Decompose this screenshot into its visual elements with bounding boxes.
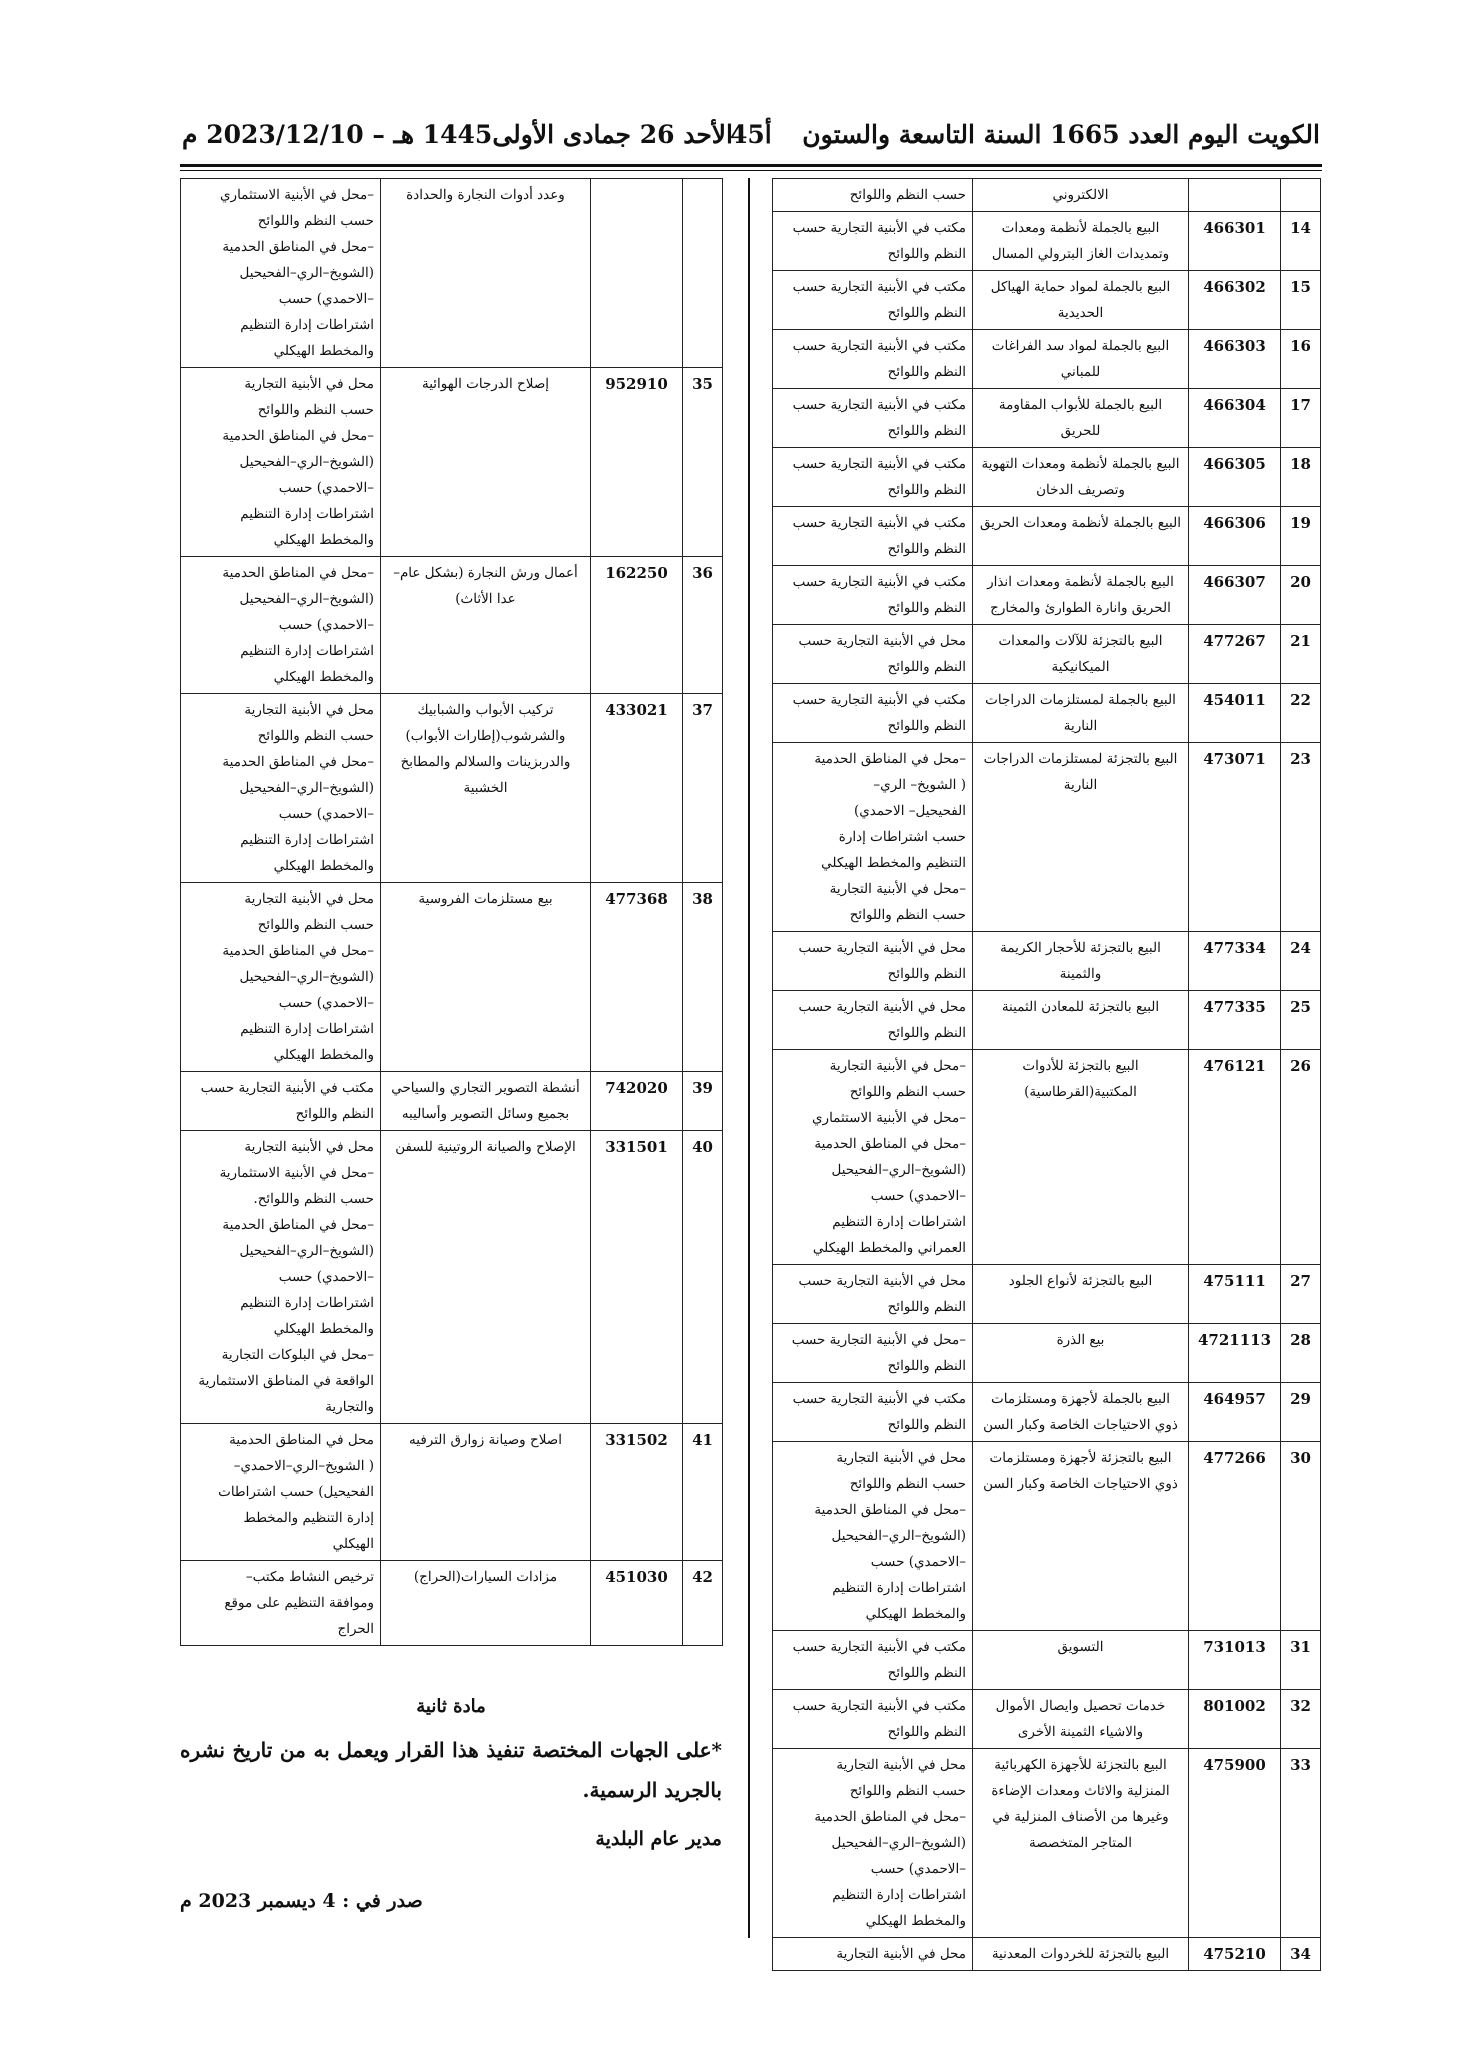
table-row xyxy=(181,368,723,557)
table-row xyxy=(773,932,1321,991)
activity-location: مكتب في الأبنية التجارية حسب النظم واللوائح xyxy=(773,330,973,389)
row-number: 36 xyxy=(683,557,723,694)
row-number: 21 xyxy=(1281,625,1321,684)
activity-code: 466303 xyxy=(1189,330,1281,389)
activity-code: 331501 xyxy=(591,1131,683,1424)
activity-location: محل في الأبنية التجارية حسب النظم واللوائح xyxy=(773,991,973,1050)
table-row xyxy=(773,448,1321,507)
article-heading: مادة ثانية xyxy=(416,1696,486,1717)
activity-name: البيع بالتجزئة للأدوات المكتبية(القرطاسية) xyxy=(973,1050,1189,1265)
activity-location: مكتب في الأبنية التجارية حسب النظم واللوائح xyxy=(773,1631,973,1690)
table-row xyxy=(181,883,723,1072)
row-number: 32 xyxy=(1281,1690,1321,1749)
signature: مدير عام البلدية xyxy=(595,1828,722,1850)
activity-code: 475210 xyxy=(1189,1938,1281,1971)
activity-location: محل في المناطق الحدمية ( الشويخ–الري–الاحمدي– الفحيحيل) حسب اشتراطات إدارة التنظيم والمخطط الهيكلي xyxy=(181,1424,381,1561)
row-number: 30 xyxy=(1281,1442,1321,1631)
activity-location: مكتب في الأبنية التجارية حسب النظم واللوائح xyxy=(773,389,973,448)
row-number: 31 xyxy=(1281,1631,1321,1690)
activity-code: 454011 xyxy=(1189,684,1281,743)
table-row xyxy=(773,330,1321,389)
activity-location: مكتب في الأبنية التجارية حسب النظم واللوائح xyxy=(773,684,973,743)
activity-location: مكتب في الأبنية التجارية حسب النظم واللوائح xyxy=(773,271,973,330)
table-row xyxy=(181,179,723,368)
table-row xyxy=(773,1383,1321,1442)
activity-name: البيع بالجملة لأنظمة ومعدات وتمديدات الغاز البترولي المسال xyxy=(973,212,1189,271)
activity-name: مزادات السيارات(الحراج) xyxy=(381,1561,591,1646)
activity-code: 731013 xyxy=(1189,1631,1281,1690)
activity-name: البيع بالتجزئة للآلات والمعدات الميكانيكية xyxy=(973,625,1189,684)
activity-code: 473071 xyxy=(1189,743,1281,932)
activity-code: 801002 xyxy=(1189,1690,1281,1749)
table-row xyxy=(773,212,1321,271)
activity-name: البيع بالتجزئة لأنواع الجلود xyxy=(973,1265,1189,1324)
table-row xyxy=(773,1324,1321,1383)
activity-name: البيع بالجملة للأبواب المقاومة للحريق xyxy=(973,389,1189,448)
activity-name: البيع بالتجزئة لمستلزمات الدراجات النارية xyxy=(973,743,1189,932)
activity-name: التسويق xyxy=(973,1631,1189,1690)
activity-name: البيع بالتجزئة للمعادن الثمينة xyxy=(973,991,1189,1050)
activity-name: البيع بالجملة لمواد سد الفراغات للمباني xyxy=(973,330,1189,389)
row-number: 29 xyxy=(1281,1383,1321,1442)
row-number: 40 xyxy=(683,1131,723,1424)
activity-location: مكتب في الأبنية التجارية حسب النظم واللوائح xyxy=(773,566,973,625)
row-number: 35 xyxy=(683,368,723,557)
row-number: 42 xyxy=(683,1561,723,1646)
row-number: 37 xyxy=(683,694,723,883)
activity-code: 451030 xyxy=(591,1561,683,1646)
activity-name: البيع بالجملة لأنظمة ومعدات الحريق xyxy=(973,507,1189,566)
row-number: 22 xyxy=(1281,684,1321,743)
row-number: 14 xyxy=(1281,212,1321,271)
activity-location: مكتب في الأبنية التجارية حسب النظم واللوائح xyxy=(773,1383,973,1442)
row-number: 41 xyxy=(683,1424,723,1561)
table-row xyxy=(773,743,1321,932)
activity-location: محل في الأبنية التجارية حسب النظم واللوائح –محل في المناطق الحدمية (الشويخ–الري–الفحيحيل –الاحمدي) حسب اشتراطات إدارة التنظيم والمخطط الهيكلي xyxy=(773,1749,973,1938)
activity-name: البيع بالتجزئة للأجهزة الكهربائية المنزلية والاثاث ومعدات الإضاءة وغيرها من الأصناف المنزلية في المتاجر المتخصصة xyxy=(973,1749,1189,1938)
activity-name: خدمات تحصيل وايصال الأموال والاشياء الثمينة الأخرى xyxy=(973,1690,1189,1749)
activity-name: البيع بالتجزئة للخردوات المعدنية xyxy=(973,1938,1189,1971)
issue-date: الأحد 26 جمادى الأولى1445 هـ – 2023/12/10 م xyxy=(182,120,733,149)
table-row xyxy=(773,684,1321,743)
activity-name: البيع بالجملة لمواد حماية الهياكل الحديدية xyxy=(973,271,1189,330)
activity-location: محل في الأبنية التجارية حسب النظم واللوائح xyxy=(773,1265,973,1324)
activity-code: 162250 xyxy=(591,557,683,694)
table-row xyxy=(773,991,1321,1050)
activity-code: 475111 xyxy=(1189,1265,1281,1324)
row-number: 16 xyxy=(1281,330,1321,389)
row-number: 27 xyxy=(1281,1265,1321,1324)
activities-table-right xyxy=(772,178,1321,1971)
activity-name: البيع بالجملة لأجهزة ومستلزمات ذوي الاحتياجات الخاصة وكبار السن xyxy=(973,1383,1189,1442)
row-number: 25 xyxy=(1281,991,1321,1050)
activity-code: 477368 xyxy=(591,883,683,1072)
activity-name: بيع مستلزمات الفروسية xyxy=(381,883,591,1072)
activity-location: –محل في الأبنية الاستثماري حسب النظم واللوائح –محل في المناطق الحدمية (الشويخ–الري–الفحيحيل –الاحمدي) حسب اشتراطات إدارة التنظيم والمخطط الهيكلي xyxy=(181,179,381,368)
activity-code: 466305 xyxy=(1189,448,1281,507)
activity-location: –محل في الأبنية التجارية حسب النظم واللوائح –محل في الأبنية الاستثماري –محل في المناطق الحدمية (الشويخ–الري–الفحيحيل –الاحمدي) حسب اشتراطات إدارة التنظيم العمراني والمخطط الهيكلي xyxy=(773,1050,973,1265)
activity-location: مكتب في الأبنية التجارية حسب النظم واللوائح xyxy=(773,507,973,566)
row-number: 28 xyxy=(1281,1324,1321,1383)
row-number xyxy=(683,179,723,368)
activity-code: 477267 xyxy=(1189,625,1281,684)
page-header xyxy=(182,120,1320,162)
row-number: 38 xyxy=(683,883,723,1072)
header-rule-thin xyxy=(180,170,1322,171)
activity-name: الالكتروني xyxy=(973,179,1189,212)
activity-code: 476121 xyxy=(1189,1050,1281,1265)
table-row xyxy=(181,1072,723,1131)
page-number: أ45 xyxy=(730,120,772,149)
activity-name: البيع بالتجزئة لأجهزة ومستلزمات ذوي الاحتياجات الخاصة وكبار السن xyxy=(973,1442,1189,1631)
activity-code: 477266 xyxy=(1189,1442,1281,1631)
activity-location: –محل في المناطق الحدمية ( الشويخ– الري– الفحيحيل– الاحمدي) حسب اشتراطات إدارة التنظيم والمخطط الهيكلي –محل في الأبنية التجارية حسب النظم واللوائح xyxy=(773,743,973,932)
table-row xyxy=(181,694,723,883)
row-number: 34 xyxy=(1281,1938,1321,1971)
table-row xyxy=(773,507,1321,566)
row-number: 39 xyxy=(683,1072,723,1131)
activity-location: مكتب في الأبنية التجارية حسب النظم واللوائح xyxy=(773,1690,973,1749)
activity-code: 742020 xyxy=(591,1072,683,1131)
row-number: 19 xyxy=(1281,507,1321,566)
table-row xyxy=(773,1749,1321,1938)
table-row xyxy=(181,1424,723,1561)
table-row xyxy=(773,1690,1321,1749)
table-row xyxy=(773,1631,1321,1690)
activity-code: 466307 xyxy=(1189,566,1281,625)
activity-code: 477335 xyxy=(1189,991,1281,1050)
activity-location: ترخيص النشاط مكتب– وموافقة التنظيم على موقع الحراج xyxy=(181,1561,381,1646)
article-text: *على الجهات المختصة تنفيذ هذا القرار ويعمل به من تاريخ نشره بالجريد الرسمية. xyxy=(180,1738,722,1802)
activity-location: مكتب في الأبنية التجارية حسب النظم واللوائح xyxy=(773,212,973,271)
activity-location: حسب النظم واللوائح xyxy=(773,179,973,212)
activity-code: 952910 xyxy=(591,368,683,557)
activity-location: محل في الأبنية التجارية حسب النظم واللوائح –محل في المناطق الحدمية (الشويخ–الري–الفحيحيل –الاحمدي) حسب اشتراطات إدارة التنظيم والمخطط الهيكلي xyxy=(181,368,381,557)
activity-location: مكتب في الأبنية التجارية حسب النظم واللوائح xyxy=(773,448,973,507)
row-number: 15 xyxy=(1281,271,1321,330)
row-number: 23 xyxy=(1281,743,1321,932)
activity-location: محل في الأبنية التجارية حسب النظم واللوائح –محل في المناطق الحدمية (الشويخ–الري–الفحيحيل –الاحمدي) حسب اشتراطات إدارة التنظيم والمخطط الهيكلي xyxy=(181,694,381,883)
activity-code: 331502 xyxy=(591,1424,683,1561)
table-row xyxy=(773,271,1321,330)
activity-location: محل في الأبنية التجارية حسب النظم واللوائح xyxy=(773,625,973,684)
activity-name: أعمال ورش النجارة (بشكل عام– عدا الأثاث) xyxy=(381,557,591,694)
activity-name: البيع بالجملة لمستلزمات الدراجات النارية xyxy=(973,684,1189,743)
table-row xyxy=(773,625,1321,684)
table-row xyxy=(773,566,1321,625)
row-number: 24 xyxy=(1281,932,1321,991)
activity-name: البيع بالتجزئة للأحجار الكريمة والثمينة xyxy=(973,932,1189,991)
activity-name: وعدد أدوات النجارة والحدادة xyxy=(381,179,591,368)
activity-name: إصلاح الدرجات الهوائية xyxy=(381,368,591,557)
column-separator xyxy=(748,178,750,1938)
activity-code: 475900 xyxy=(1189,1749,1281,1938)
activity-code: 477334 xyxy=(1189,932,1281,991)
activity-code: 4721113 xyxy=(1189,1324,1281,1383)
activity-location: مكتب في الأبنية التجارية حسب النظم واللوائح xyxy=(181,1072,381,1131)
row-number: 17 xyxy=(1281,389,1321,448)
table-row xyxy=(773,1442,1321,1631)
activity-location: محل في الأبنية التجارية حسب النظم واللوائح xyxy=(773,932,973,991)
table-row xyxy=(181,1561,723,1646)
activity-code: 466301 xyxy=(1189,212,1281,271)
activity-location: –محل في الأبنية التجارية حسب النظم واللوائح xyxy=(773,1324,973,1383)
activity-code: 433021 xyxy=(591,694,683,883)
table-row xyxy=(773,1050,1321,1265)
activity-code xyxy=(591,179,683,368)
activity-name: أنشطة التصوير التجاري والسياحي بجميع وسائل التصوير وأساليبه xyxy=(381,1072,591,1131)
table-row xyxy=(181,557,723,694)
activity-location: محل في الأبنية التجارية حسب النظم واللوائح –محل في المناطق الحدمية (الشويخ–الري–الفحيحيل –الاحمدي) حسب اشتراطات إدارة التنظيم والمخطط الهيكلي xyxy=(773,1442,973,1631)
table-row xyxy=(181,1131,723,1424)
activity-name: تركيب الأبواب والشبابيك والشرشوب(إطارات الأبواب) والدربزينات والسلالم والمطابخ الخشبية xyxy=(381,694,591,883)
row-number: 18 xyxy=(1281,448,1321,507)
row-number: 26 xyxy=(1281,1050,1321,1265)
activity-name: البيع بالجملة لأنظمة ومعدات انذار الحريق وانارة الطوارئ والمخارج xyxy=(973,566,1189,625)
issue-statement: صدر في : 4 ديسمبر 2023 م xyxy=(180,1890,423,1912)
row-number: 20 xyxy=(1281,566,1321,625)
activity-name: اصلاح وصيانة زوارق الترفيه xyxy=(381,1424,591,1561)
activity-code: 464957 xyxy=(1189,1383,1281,1442)
activity-code: 466302 xyxy=(1189,271,1281,330)
activity-code: 466304 xyxy=(1189,389,1281,448)
activity-code xyxy=(1189,179,1281,212)
activity-location: محل في الأبنية التجارية –محل في الأبنية الاستثمارية حسب النظم واللوائح. –محل في المناطق الحدمية (الشويخ–الري–الفحيحيل –الاحمدي) حسب اشتراطات إدارة التنظيم والمخطط الهيكلي –محل في البلوكات التجارية الواقعة في المناطق الاستثمارية والتجارية xyxy=(181,1131,381,1424)
header-rule xyxy=(180,164,1322,167)
row-number xyxy=(1281,179,1321,212)
activity-location: محل في الأبنية التجارية حسب النظم واللوائح –محل في المناطق الحدمية (الشويخ–الري–الفحيحيل –الاحمدي) حسب اشتراطات إدارة التنظيم والمخطط الهيكلي xyxy=(181,883,381,1072)
activity-name: بيع الذرة xyxy=(973,1324,1189,1383)
row-number: 33 xyxy=(1281,1749,1321,1938)
table-row xyxy=(773,179,1321,212)
gazette-title: الكويت اليوم العدد 1665 السنة التاسعة والستون xyxy=(802,120,1320,149)
activities-table-left xyxy=(180,178,723,1646)
table-row xyxy=(773,389,1321,448)
table-row xyxy=(773,1938,1321,1971)
table-row xyxy=(773,1265,1321,1324)
activity-code: 466306 xyxy=(1189,507,1281,566)
activity-location: محل في الأبنية التجارية xyxy=(773,1938,973,1971)
activity-name: الإصلاح والصيانة الروتينية للسفن xyxy=(381,1131,591,1424)
activity-location: –محل في المناطق الحدمية (الشويخ–الري–الفحيحيل –الاحمدي) حسب اشتراطات إدارة التنظيم والمخطط الهيكلي xyxy=(181,557,381,694)
activity-name: البيع بالجملة لأنظمة ومعدات التهوية وتصريف الدخان xyxy=(973,448,1189,507)
